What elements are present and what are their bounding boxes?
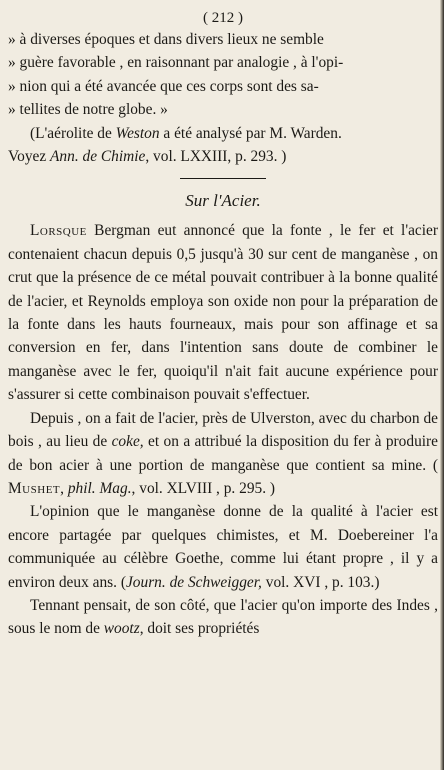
paragraph-4: Tennant pensait, de son côté, que l'acier qu'on importe des Indes , sous le nom de wootz, doit ses propriétés [8,596,438,638]
aerolite-citation: (L'aérolite de Weston a été analysé par M. Warden. Voyez Ann. de Chimie, vol. LXXIII, p. 293. ) [8,124,342,166]
quote-line: » tellites de notre globe. » [8,101,168,119]
paragraph-2: Depuis , on a fait de l'acier, près de Ulverston, avec du charbon de bois , au lieu de coke, et on a attribué la disposition du fer à produire de bon acier à une portion de manganèse que contient sa mine. ( Mushet, phil. Mag., vol. XLVIII , p. 295. ) [8,409,438,497]
page-number: ( 212 ) [203,10,243,26]
quotation-block [8,28,438,122]
term-wootz: wootz [103,620,140,638]
section-title: Sur l'Acier. [185,191,261,211]
section-divider [180,178,266,179]
lead-word: Lorsque [30,222,87,240]
author-name: Mushet [8,479,61,497]
quote-line: » à diverses époques et dans divers lieux ne semble [8,31,324,48]
page-edge-shadow [440,0,444,770]
journal-name: phil. Mag. [67,479,132,497]
journal-name: Journ. de Schweigger, [125,573,262,591]
paragraph-3: L'opinion que le manganèse donne de la qualité à l'acier est encore partagée par quelques chimistes, et M. Doebereiner l'a communiquée au célèbre Goethe, comme lui étant propre , il y a environ deux ans. (Journ. de Schweigger, vol. XVI , p. 103.) [8,503,438,591]
citation-journal: Ann. de Chimie [50,148,146,166]
citation-place: Weston [115,124,160,142]
paragraph-1: Lorsque Bergman eut annoncé que la fonte , le fer et l'acier contenaient chacun depuis 0,5 jusqu'à 30 sur cent de manganèse , on crut que la présence de ce métal pouvait contribuer à la bonne qualité de l'acier, et Reynolds employa son oxide non pour la préparation de la fonte dans les hauts fourneaux, mais pour son affinage et sa conversion en fer, dans l'intention sans doute de combiner le manganèse avec le fer, quoiqu'il n'ait fait aucune expérience pour s'assurer si cette combinaison pouvait s'effectuer. [8,222,438,404]
quote-line: » guère favorable , en raisonnant par analogie , à l'opi- [8,54,344,72]
quote-line: » nion qui a été avancée que ces corps sont des sa- [8,77,319,95]
